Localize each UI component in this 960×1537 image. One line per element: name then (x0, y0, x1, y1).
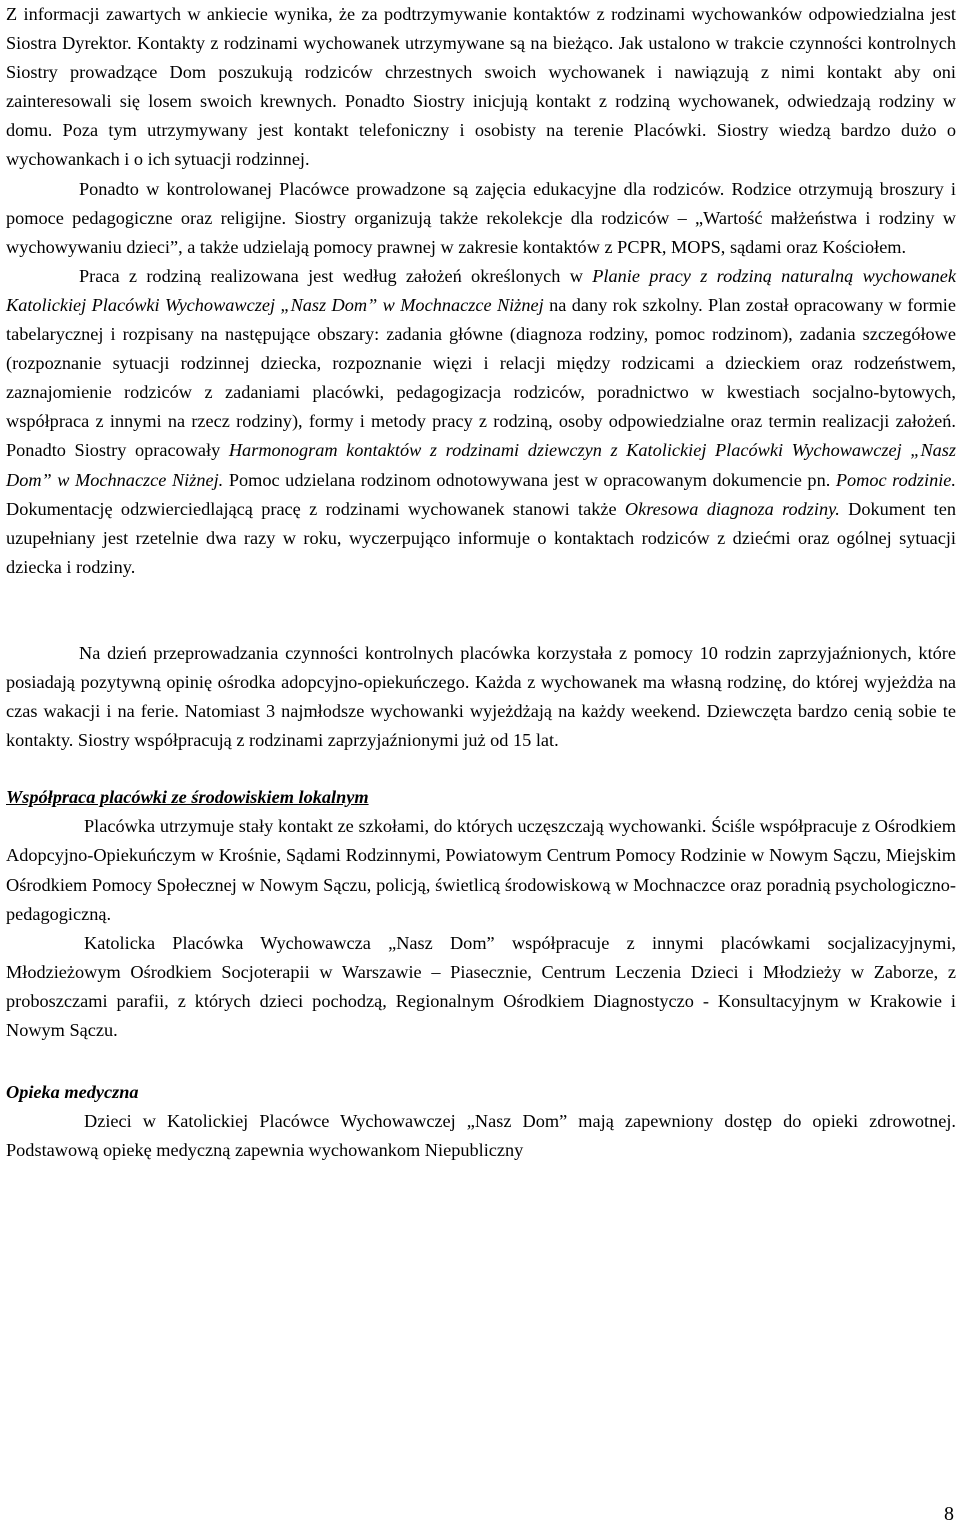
document-title-diagnosis: Okresowa diagnoza rodziny. (624, 498, 840, 519)
document-title-plan: Planie pracy z rodziną naturalną wychowanek Katolickiej Placówki Wychowawczej „Nasz Dom” w Mochnaczce Niżnej (6, 265, 956, 315)
section-heading-cooperation: Współpraca placówki ze środowiskiem lokalnym (6, 787, 369, 808)
text-run: Pomoc udzielana rodzinom odnotowywana jest w opracowanym dokumencie pn. (223, 469, 836, 490)
spacer (6, 755, 956, 783)
spacer (6, 582, 956, 639)
paragraph-friendly-families: Na dzień przeprowadzania czynności kontrolnych placówka korzystała z pomocy 10 rodzin zaprzyjaźnionych, które posiadają pozytywną opinię ośrodka adopcyjno-opiekuńczego. Każda z wychowanek ma własną rodzinę, do której wyjeżdża na czas wakacji i na ferie. Natomiast 3 najmłodsze wychowanki wyjeżdżają na każdy weekend. Dziewczęta bardzo cenią sobie te kontakty. Siostry współpracują z rodzinami zaprzyjaźnionymi już od 15 lat. (6, 642, 956, 751)
document-title-schedule: Harmonogram kontaktów z rodzinami dziewczyn z Katolickiej Placówki Wychowawczej „Nasz Dom” w Mochnaczce Niżnej. (6, 440, 957, 490)
paragraph-parent-education: Ponadto w kontrolowanej Placówce prowadzone są zajęcia edukacyjne dla rodziców. Rodzice otrzymują broszury i pomoce pedagogiczne oraz religijne. Siostry organizują także rekolekcje dla rodziców – „Wartość małżeństwa i rodziny w wychowywaniu dzieci”, a także udzielają pomocy prawnej w zakresie kontaktów z PCPR, MOPS, sądami oraz Kościołem. (6, 178, 956, 257)
paragraph-local-cooperation: Placówka utrzymuje stały kontakt ze szkołami, do których uczęszczają wychowanki. Ściśle współpracuje z Ośrodkiem Adopcyjno-Opiekuńczym w Krośnie, Sądami Rodzinnymi, Powiatowym Centrum Pomocy Rodzinie w Nowym Sączu, Miejskim Ośrodkiem Pomocy Społecznej w Nowym Sączu, policją, świetlicą środowiskową w Mochnaczce oraz poradnią psychologiczno-pedagogiczną. (6, 816, 956, 924)
text-run: Praca z rodziną realizowana jest według założeń określonych w (79, 265, 593, 286)
text-run: na dany rok szkolny. Plan został opracowany w formie tabelarycznej i rozpisany na następujące obszary: zadania główne (diagnoza rodziny, pomoc rodzinom), zadania szczegółowe (rozpoznanie sytuacji rodzinnej dziecka, rozpoznanie więzi i relacji między rodzicami a dzieckiem oraz rodzeństwem, zaznajomienie rodziców z zadaniami placówki, pedagogizacja rodziców, poradnictwo w kwestiach socjalno-bytowych, współpraca z innymi na rzecz rodziny), formy i metody pracy z rodziną, osoby odpowiedzialne oraz termin realizacji założeń. Ponadto Siostry opracowały (6, 294, 956, 461)
page-number: 8 (944, 1503, 954, 1525)
paragraph-medical-care: Dzieci w Katolickiej Placówce Wychowawczej „Nasz Dom” mają zapewniony dostęp do opieki zdrowotnej. Podstawową opiekę medyczną zapewnia wychowankom Niepubliczny (6, 1111, 956, 1161)
text-run: Dokumentację odzwierciedlającą pracę z rodzinami wychowanek stanowi także (6, 498, 625, 519)
text-run: Dokument ten uzupełniany jest rzetelnie dwa razy w roku, wyczerpująco informuje o kontaktach rodziców z dziećmi oraz ogólnej sytuacji dziecka i rodziny. (6, 498, 956, 577)
document-title-family-help: Pomoc rodzinie. (835, 469, 956, 490)
paragraph-family-work-plan (6, 262, 956, 582)
paragraph-other-institutions: Katolicka Placówka Wychowawcza „Nasz Dom” współpracuje z innymi placówkami socjalizacyjnymi, Młodzieżowym Ośrodkiem Socjoterapii w Warszawie – Piasecznie, Centrum Leczenia Dzieci i Młodzieży w Zaborze, z proboszczami parafii, z których dzieci pochodzą, Regionalnym Ośrodkiem Diagnostyczo - Konsultacyjnym w Krakowie i Nowym Sączu. (6, 932, 956, 1040)
paragraph-family-contacts: Z informacji zawartych w ankiecie wynika, że za podtrzymywanie kontaktów z rodzinami wychowanków odpowiedzialna jest Siostra Dyrektor. Kontakty z rodzinami wychowanek utrzymywane są na bieżąco. Jak ustalono w trakcie czynności kontrolnych Siostry prowadzące Dom poszukują rodziców chrzestnych swoich wychowanek i nawiązują z nimi kontakt aby oni zainteresowali się losem swoich krewnych. Ponadto Siostry inicjują kontakt z rodziną wychowanek, odwiedzają rodziny w domu. Poza tym utrzymywany jest kontakt telefoniczny i osobisty na terenie Placówki. Siostry wiedzą bardzo dużo o wychowankach i o ich sytuacji rodzinnej. (6, 4, 956, 170)
section-heading-medical: Opieka medyczna (6, 1082, 139, 1103)
document-page (6, 0, 956, 1165)
spacer (6, 1045, 956, 1078)
